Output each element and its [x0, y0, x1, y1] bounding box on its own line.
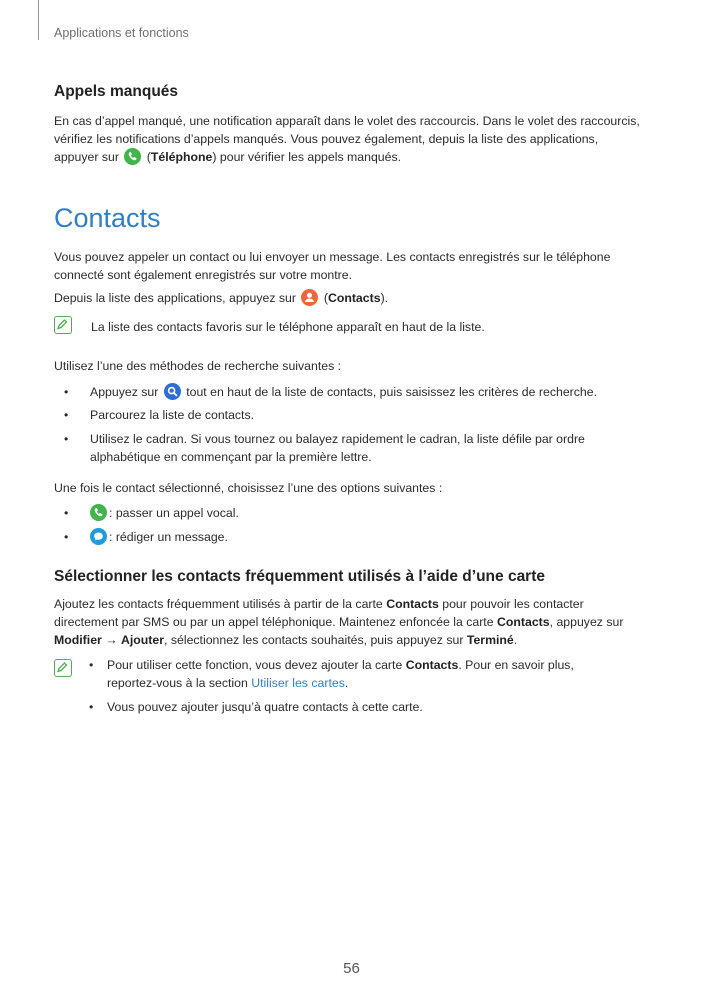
text-span: appuyer sur — [54, 150, 119, 164]
list-item-text — [90, 528, 228, 546]
bullet-dot: • — [64, 506, 69, 520]
contacts-app-icon — [301, 289, 318, 306]
text-span: Appuyez sur — [90, 385, 159, 399]
text-line: connecté sont également enregistrés sur votre montre. — [54, 268, 353, 282]
text-span: ( — [323, 291, 328, 305]
contacts-intro — [54, 248, 610, 284]
missed-calls-paragraph — [54, 112, 640, 166]
text-line: Utilisez le cadran. Si vous tournez ou balayez rapidement le cadran, la liste défile par ordre — [90, 432, 585, 446]
text-bold: Contacts — [386, 597, 439, 611]
search-icon — [164, 383, 181, 400]
text-line — [54, 289, 388, 307]
text-span: reportez-vous à la section — [107, 676, 248, 690]
text-span: Pour utiliser cette fonction, vous devez ajouter la carte — [107, 658, 403, 672]
text-span: : rédiger un message. — [109, 530, 228, 544]
text-line: En cas d’appel manqué, une notification apparaît dans le volet des raccourcis. Dans le volet des raccourcis, — [54, 114, 640, 128]
text-line — [54, 148, 640, 166]
text-span: , appuyez sur — [549, 615, 624, 629]
text-span: ( — [146, 150, 151, 164]
contacts-heading: Contacts — [54, 203, 161, 233]
use-cards-link[interactable]: Utiliser les cartes — [251, 676, 345, 690]
text-line: Vous pouvez appeler un contact ou lui envoyer un message. Les contacts enregistrés sur le téléphone — [54, 250, 611, 264]
text-line: vérifiez les notifications d’appels manqués. Vous pouvez également, depuis la liste des applications, — [54, 132, 599, 146]
text-span: Ajoutez les contacts fréquemment utilisés à partir de la carte — [54, 597, 383, 611]
text-span: pour pouvoir les contacter — [442, 597, 584, 611]
bullet-dot: • — [64, 408, 69, 422]
arrow: → — [105, 633, 118, 647]
text-line: alphabétique en commençant par la première lettre. — [90, 450, 372, 464]
header-section-title: Applications et fonctions — [54, 26, 189, 40]
phone-app-icon — [124, 148, 141, 165]
favorites-card-heading: Sélectionner les contacts fréquemment utilisés à l’aide d’une carte — [54, 568, 545, 585]
text-line — [54, 631, 623, 649]
bullet-dot: • — [89, 658, 94, 672]
text-bold: Terminé — [466, 633, 514, 647]
header-rule — [38, 0, 39, 40]
contacts-app-name: Contacts — [327, 291, 381, 305]
list-item-text — [90, 430, 650, 466]
call-icon — [90, 504, 107, 521]
list-item-text: Vous pouvez ajouter jusqu’à quatre contacts à cette carte. — [107, 700, 423, 714]
favorites-card-paragraph — [54, 595, 623, 649]
page-number: 56 — [343, 960, 360, 977]
phone-app-name: Téléphone — [150, 150, 213, 164]
text-bold: Modifier — [54, 633, 102, 647]
text-line — [107, 656, 637, 674]
text-line: La liste des contacts favoris sur le téléphone apparaît en haut de la liste. — [91, 320, 485, 334]
text-span: ). — [380, 291, 389, 305]
list-item-text — [107, 656, 637, 692]
text-line — [54, 595, 623, 613]
text-bold: Ajouter — [120, 633, 165, 647]
contacts-open-instruction — [54, 289, 388, 307]
favorites-note — [91, 318, 485, 336]
text-bold: Contacts — [496, 615, 550, 629]
text-span: directement par SMS ou par un appel téléphonique. Maintenez enfoncée la carte — [54, 615, 494, 629]
text-span: tout en haut de la liste de contacts, puis saisissez les critères de recherche. — [186, 385, 597, 399]
text-line: Utilisez l’une des méthodes de recherche suivantes : — [54, 359, 342, 373]
text-span: : passer un appel vocal. — [109, 506, 239, 520]
text-span: . — [344, 676, 349, 690]
text-span: . — [513, 633, 518, 647]
bullet-dot: • — [64, 530, 69, 544]
search-intro — [54, 357, 341, 375]
text-line — [107, 674, 637, 692]
text-span: , sélectionnez les contacts souhaités, puis appuyez sur — [164, 633, 464, 647]
options-intro — [54, 479, 442, 497]
bullet-dot: • — [64, 385, 69, 399]
list-item-text: Parcourez la liste de contacts. — [90, 408, 255, 422]
list-item-text — [90, 504, 239, 522]
bullet-dot: • — [64, 432, 69, 446]
note-icon — [54, 659, 72, 677]
text-span: ) pour vérifier les appels manqués. — [212, 150, 402, 164]
text-span: . Pour en savoir plus, — [458, 658, 574, 672]
message-icon — [90, 528, 107, 545]
text-line — [54, 613, 623, 631]
text-line: Une fois le contact sélectionné, choisissez l’une des options suivantes : — [54, 481, 443, 495]
note-icon — [54, 316, 72, 334]
text-span: Depuis la liste des applications, appuyez sur — [54, 291, 296, 305]
text-bold: Contacts — [405, 658, 459, 672]
list-item-text — [90, 383, 597, 401]
bullet-dot: • — [89, 700, 94, 714]
missed-calls-heading: Appels manqués — [54, 83, 179, 100]
